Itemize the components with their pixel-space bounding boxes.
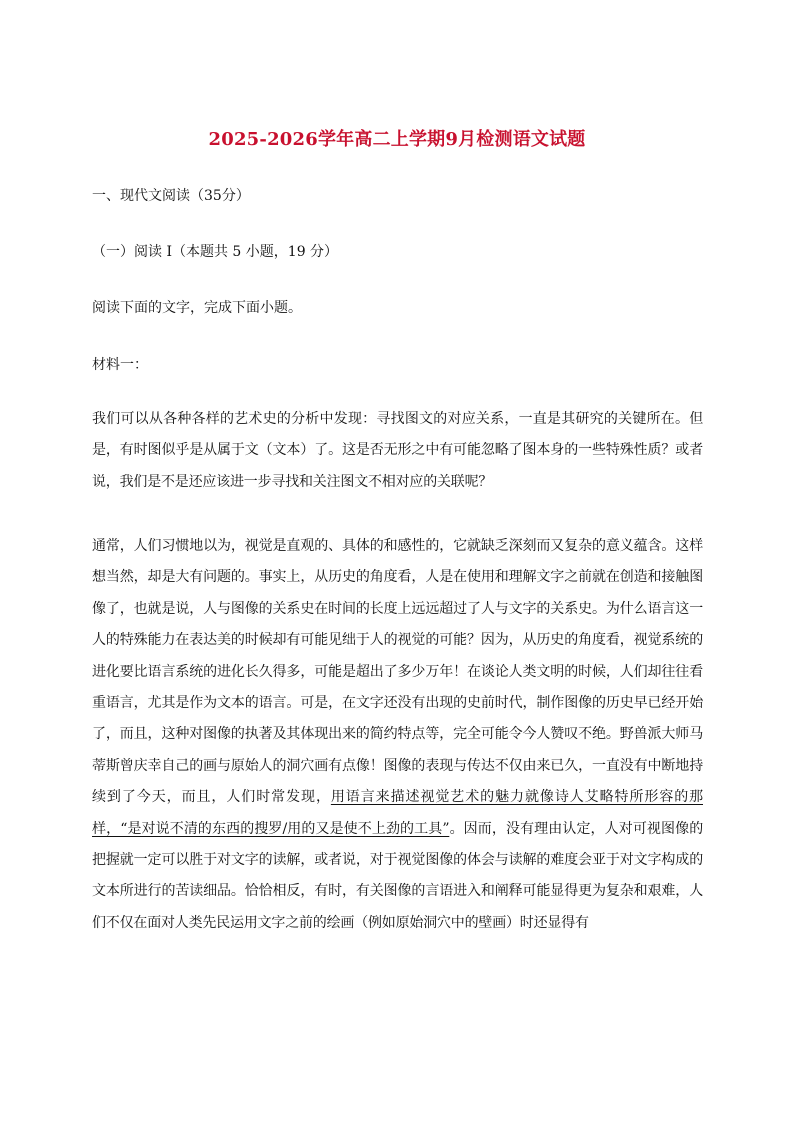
material-label: 材料一： (92, 357, 148, 373)
paragraph-2-underlined-quote: 用语言来描述视觉艺术的魅力就像诗人艾略特所形容的那样，“是对说不清的东西的搜罗/用的又是使不上劲的工具” (92, 789, 703, 837)
paragraph-1: 我们可以从各种各样的艺术史的分析中发现：寻找图文的对应关系，一直是其研究的关键所在。但是，有时图似乎是从属于文（文本）了。这是否无形之中有可能忽略了图本身的一些特殊性质？或者说，我们是不是还应该进一步寻找和关注图文不相对应的关联呢？ (92, 411, 703, 490)
document-title: 2025-2026学年高二上学期9月检测语文试题 (208, 129, 586, 150)
paragraph-2-text-after: 。因而，没有理由认定，人对可视图像的把握就一定可以胜于对文字的读解，或者说，对于视觉图像的体会与读解的难度会亚于对文字构成的文本所进行的苦读细品。恰恰相反，有时，有关图像的言语进入和阐释可能显得更为复杂和艰难，人们不仅在面对人类先民运用文字之前的绘画（例如原始洞穴中的壁画）时还显得有 (92, 820, 703, 931)
subsection-heading: （一）阅读 I（本题共 5 小题，19 分） (92, 244, 339, 260)
paragraph-2-text-before: 通常，人们习惯地以为，视觉是直观的、具体的和感性的，它就缺乏深刻而又复杂的意义蕴含。这样想当然，却是大有问题的。事实上，从历史的角度看，人是在使用和理解文字之前就在创造和接触图像了，也就是说，人与图像的关系史在时间的长度上远远超过了人与文字的关系史。为什么语言这一人的特殊能力在表达美的时候却有可能见绌于人的视觉的可能？因为，从历史的角度看，视觉系统的进化要比语言系统的进化长久得多，可能是超出了多少万年！在谈论人类文明的时候，人们却往往看重语言，尤其是作为文本的语言。可是，在文字还没有出现的史前时代，制作图像的历史早已经开始了，而且，这种对图像的执著及其体现出来的简约特点等，完全可能令今人赞叹不绝。野兽派大师马蒂斯曾庆幸自己的画与原始人的洞穴画有点像！图像的表现与传达不仅由来已久，一直没有中断地持续到了今天，而且，人们时常发现， (92, 538, 703, 806)
paragraph-2 (92, 531, 703, 939)
section-heading: 一、现代文阅读（35分） (92, 188, 250, 204)
instruction-text: 阅读下面的文字，完成下面小题。 (92, 300, 302, 316)
